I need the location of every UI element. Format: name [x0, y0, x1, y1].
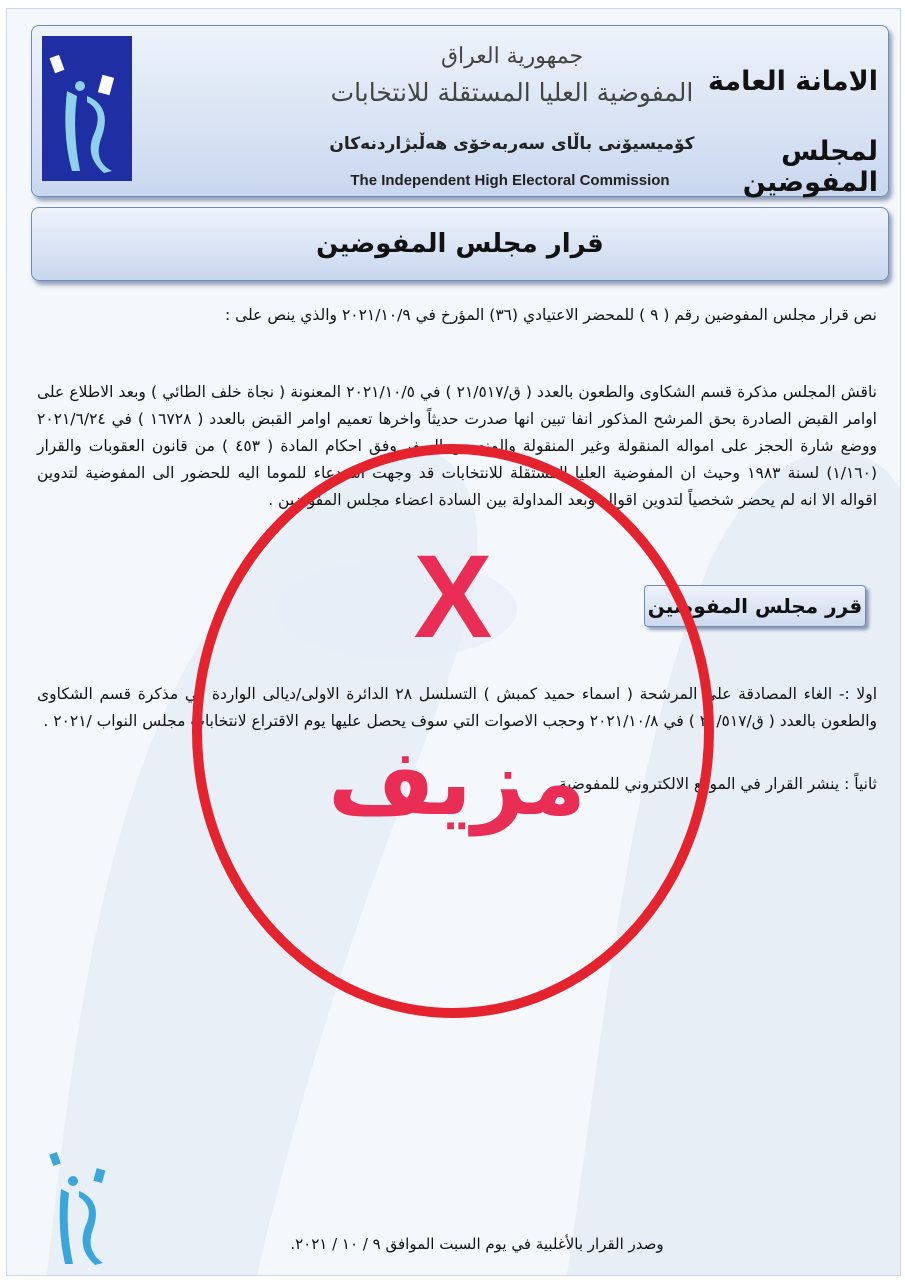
second-clause: ثانياً : ينشر القرار في الموقع الالكتروني للمفوضية . [548, 775, 877, 793]
document-page [6, 8, 901, 1276]
document-title: قرار مجلس المفوضين [31, 207, 889, 281]
stamp-fake-word: مزيف [327, 729, 587, 836]
intro-paragraph: نص قرار مجلس المفوضين رقم ( ٩ ) للمحضر الاعتيادي (٣٦) المؤرخ في ٢٠٢١/١٠/٩ والذي ينص على : [224, 306, 877, 324]
commission-logo [42, 36, 132, 181]
first-clause: اولا :- الغاء المصادقة على المرشحة ( اسماء حميد كمبش ) التسلسل ٢٨ الدائرة الاولى/ديالى الواردة في مذكرة قسم الشكاوى والطعون بالعدد ( ق/٢١/٥١٧ ) في ٢٠٢١/١٠/٨ وحجب الاصوات التي سوف يحصل عليها يوم الاقتراع لانتخابات مجلس النواب /٢٠٢١ . [37, 685, 877, 730]
body-paragraph: ناقش المجلس مذكرة قسم الشكاوى والطعون بالعدد ( ق/٢١/٥١٧ ) في ٢٠٢١/١٠/٥ المعنونة ( نجاة خلف الطائي ) وبعد الاطلاع على اوامر القبض الصادرة بحق المرشح المذكور انفا تبين انها صدرت حديثاً واخرها تعميم اوامر القبض بالعدد ( ١٦٧٢٨ ) في ٢٠٢١/٦/٢٤ ووضع شارة الحجز على امواله المنقولة وغير المنقولة والمنع من السفر وفق احكام المادة ( ٤٥٣ ) من قانون العقوبات والقرار (١/١٦٠) لسنة ١٩٨٣ وحيث ان المفوضية العليا المستقلة للانتخابات قد وجهت استدعاء للموما اليه للحضور الى المفوضية لتدوين اقواله الا انه لم يحضر شخصياً لتدوين اقواله وبعد المداولة بين السادة اعضاء مجلس المفوضين . [37, 383, 877, 509]
header-box [31, 25, 889, 197]
footer-logo [47, 1149, 117, 1269]
header-commission-english: The Independent High Electoral Commission [350, 172, 670, 189]
background-watermark [7, 9, 900, 1275]
header-commission-kurdish: کۆمیسیۆنی باڵای سەربەخۆی هەڵبژاردنەکان [329, 134, 695, 154]
header-commission-arabic: المفوضية العليا المستقلة للانتخابات [330, 78, 694, 107]
header-council: لمجلس المفوضين [742, 136, 878, 198]
decision-heading: قرر مجلس المفوضين [644, 585, 866, 627]
header-republic-title: جمهورية العراق [440, 44, 584, 69]
stamp-x-mark: X [413, 531, 493, 663]
header-secretariat: الامانة العامة [708, 66, 878, 97]
footer-statement: وصدر القرار بالأغلبية في يوم السبت الموافق ٩ / ١٠ / ٢٠٢١. [290, 1235, 664, 1253]
